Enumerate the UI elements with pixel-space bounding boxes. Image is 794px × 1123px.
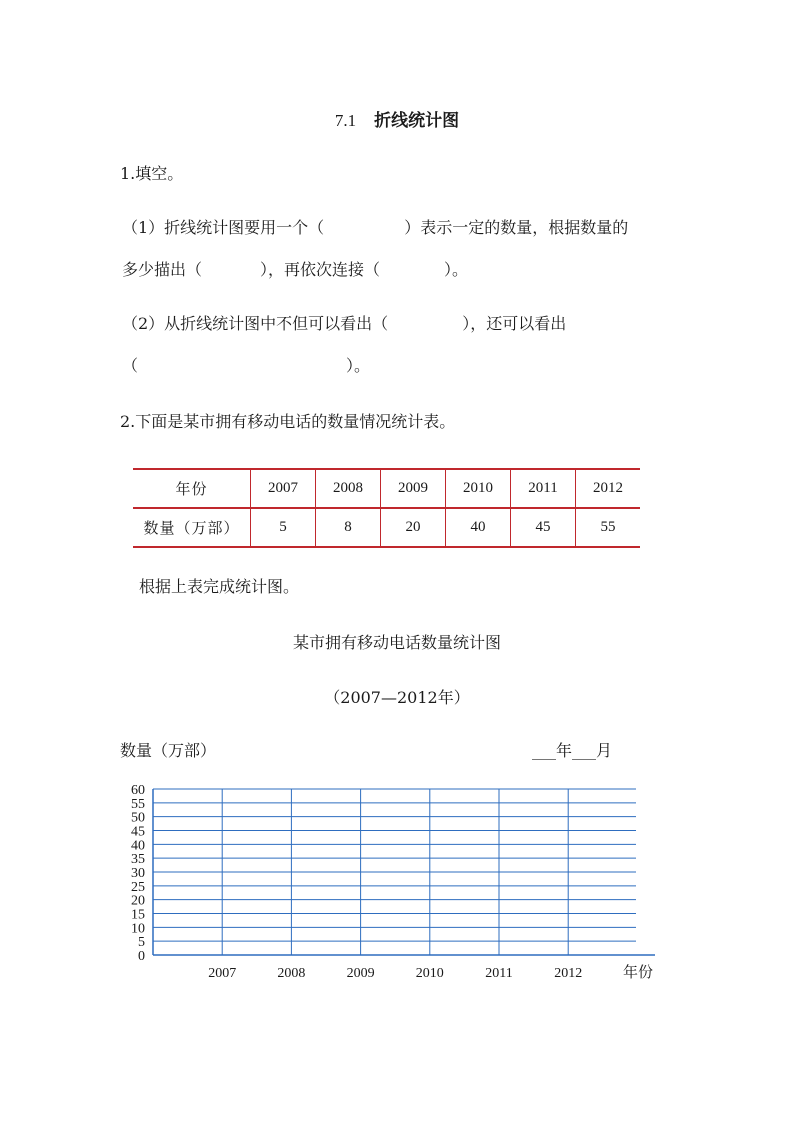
title-number: 7.1 bbox=[334, 111, 357, 130]
y-tick-label: 20 bbox=[131, 893, 145, 909]
table-cell-year: 2009 bbox=[381, 469, 446, 508]
y-tick-label: 35 bbox=[131, 852, 145, 868]
q1-p2-a: （2）从折线统计图中不但可以看出（ bbox=[122, 314, 389, 333]
table-cell-year: 2008 bbox=[316, 469, 381, 508]
table-cell-count: 8 bbox=[316, 508, 381, 547]
y-axis-label: 数量（万部） bbox=[120, 741, 217, 760]
chart-subtitle: （2007—2012年） bbox=[324, 688, 470, 707]
x-tick-label: 2012 bbox=[554, 966, 583, 981]
q1-p1-c: 多少描出（ bbox=[122, 260, 203, 279]
q1-p2-d: ）。 bbox=[346, 356, 371, 375]
x-tick-label: 2009 bbox=[346, 966, 375, 981]
table-cell-year: 2012 bbox=[576, 469, 641, 508]
q1-p1-e: ）。 bbox=[444, 260, 469, 279]
y-tick-label: 55 bbox=[131, 796, 145, 812]
x-tick-label: 2008 bbox=[277, 966, 306, 981]
y-tick-label: 15 bbox=[131, 907, 145, 923]
table-cell-year: 2007 bbox=[251, 469, 316, 508]
date-field[interactable]: ___年___月 bbox=[532, 741, 613, 760]
y-tick-label: 10 bbox=[131, 921, 145, 937]
table-cell-count: 45 bbox=[511, 508, 576, 547]
q1-p1-d: ），再依次连接（ bbox=[260, 260, 381, 279]
table-cell-count: 40 bbox=[446, 508, 511, 547]
title-text: 折线统计图 bbox=[374, 111, 460, 131]
x-tick-label: 2007 bbox=[208, 966, 237, 981]
table-row-label-year: 年份 bbox=[133, 469, 251, 508]
q2-heading: 2.下面是某市拥有移动电话的数量情况统计表。 bbox=[120, 412, 456, 431]
x-tick-label: 2011 bbox=[485, 966, 513, 981]
y-tick-label: 30 bbox=[131, 866, 145, 881]
y-tick-label: 5 bbox=[138, 935, 145, 951]
y-tick-label: 45 bbox=[131, 824, 145, 840]
y-tick-label: 40 bbox=[131, 838, 145, 854]
x-axis-label: 年份 bbox=[623, 965, 654, 981]
q1-heading: 1.填空。 bbox=[120, 164, 184, 183]
y-tick-label: 25 bbox=[131, 879, 145, 895]
table-cell-year: 2011 bbox=[511, 469, 576, 508]
table-cell-count: 5 bbox=[251, 508, 316, 547]
table-cell-count: 20 bbox=[381, 508, 446, 547]
q1-p2-b: ），还可以看出 bbox=[462, 314, 567, 333]
y-tick-label: 0 bbox=[138, 949, 145, 964]
table-row-label-count: 数量（万部） bbox=[133, 508, 251, 547]
table-cell-count: 55 bbox=[576, 508, 641, 547]
q1-p2-c: （ bbox=[122, 356, 139, 375]
q1-p1-a: （1）折线统计图要用一个（ bbox=[122, 218, 325, 237]
chart-title: 某市拥有移动电话数量统计图 bbox=[292, 633, 501, 652]
q1-p1-b: ）表示一定的数量，根据数量的 bbox=[404, 218, 629, 237]
x-tick-label: 2010 bbox=[415, 966, 444, 981]
y-tick-label: 50 bbox=[131, 810, 145, 826]
table-cell-year: 2010 bbox=[446, 469, 511, 508]
y-tick-label: 60 bbox=[131, 783, 145, 798]
q2-instruction: 根据上表完成统计图。 bbox=[139, 577, 300, 596]
